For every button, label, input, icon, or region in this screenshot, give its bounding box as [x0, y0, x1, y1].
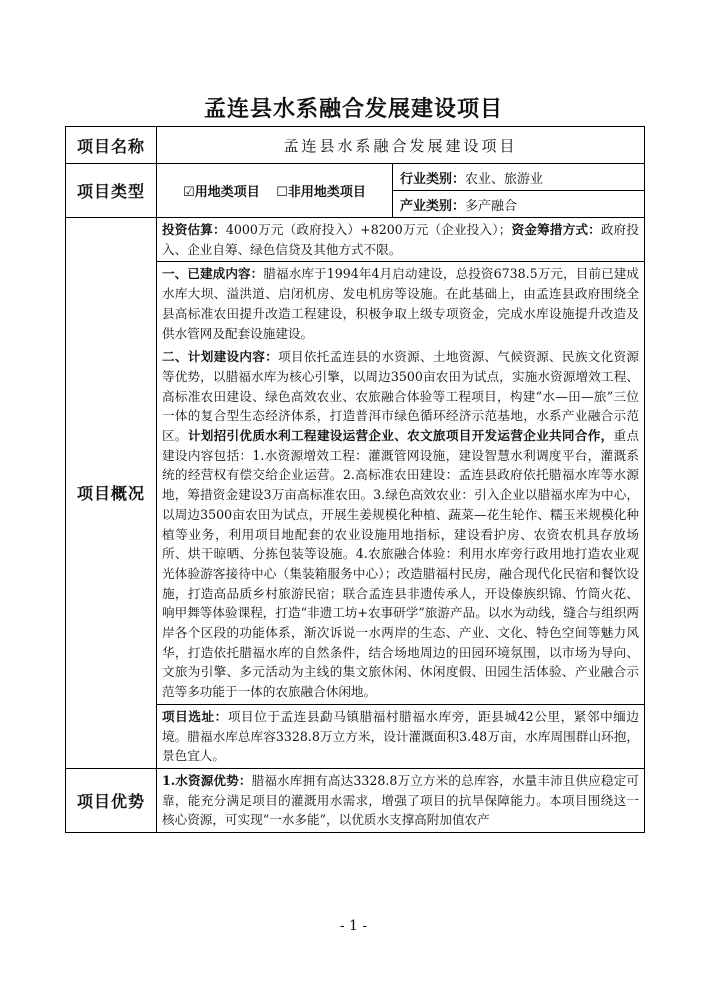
- plan-text-2: 重点建设内容包括：1.水资源增效工程：灌溉管网设施，建设智慧水利调度平台，灌溉系统的经营权有偿交给企业运营。2.高标准农田建设：孟连县政府依托腊福水库等水源地，筹措资金建设3万亩高标准农田。3.绿色高效农业：引入企业以腊福水库为中心，以周边3500亩农田为试点，开展生姜规模化种植、蔬菜—花生轮作、糯玉米规模化种植等业务，利用项目地配套的农业设施用地指标，建设看护房、农资农机具存放场所、烘干晾晒、分拣包装等设施。4.农旅融合体验：利用水库旁行政用地打造农业观光体验游客接待中心（集装箱服务中心）；改造腊福村民房，融合现代化民宿和餐饮设施，打造高品质乡村旅游民宿；联合孟连县非遗传承人，开设傣族织锦、竹筒火花、响甲舞等体验课程，打造“非遗工坊+农事研学”旅游产品。以水为动线，缝合与组织两岸各个区段的功能体系，渐次诉说一水两岸的生态、产业、文化、特色空间等魅力风华，打造依托腊福水库的自然条件，结合场地周边的田园环境氛围，以市场为导向、文旅为引擎、多元活动为主线的集文旅休闲、休闲度假、田园生活体验、产业融合示范等多功能于一体的农旅融合休闲地。: [162, 428, 640, 700]
- plan-bold: 计划招引优质水利工程建设运营企业、农文旅项目开发运营企业共同合作，: [187, 428, 614, 444]
- non-land-use-option: 非用地类项目: [287, 185, 366, 200]
- built-label: 一、已建成内容：: [162, 266, 264, 282]
- investment-label: 投资估算：: [162, 222, 226, 237]
- advantage-item-label: 1.水资源优势：: [162, 772, 252, 788]
- site-text: 项目位于孟连县勐马镇腊福村腊福水库旁，距县城42公里，紧邻中缅边境。腊福水库总库容3328.8万立方米，设计灌溉面积3.48万亩，水库周围群山环抱，景色宜人。: [162, 708, 640, 764]
- document-title: 孟连县水系融合发展建设项目: [203, 96, 503, 122]
- advantages-label: 项目优势: [66, 768, 157, 832]
- financing-text: 政府投入、企业自筹、绿色信贷及其他方式不限。: [162, 222, 640, 257]
- plan-label: 二、计划建设内容：: [162, 349, 279, 365]
- industry-label: 行业类别：: [400, 171, 466, 187]
- plan-text-1: 项目依托孟连县的水资源、土地资源、气候资源、民族文化资源等优势，以腊福水库为核心引擎，以周边3500亩农田为试点，实施水资源增效工程、高标准农田建设、绿色高效农业、农旅融合体验等工程项目，构建“水—田—旅”三位一体的复合型生态经济体系，打造普洱市绿色循环经济示范基地，水系产业融合示范区。: [162, 349, 640, 444]
- project-name-value: 孟连县水系融合发展建设项目: [157, 127, 645, 164]
- site-cell: [157, 704, 645, 768]
- page-number: - 1 -: [339, 918, 368, 934]
- project-type-options: [157, 164, 393, 218]
- sector-category: [393, 191, 645, 218]
- advantages-cell: [157, 768, 645, 832]
- site-label: 项目选址：: [162, 708, 228, 724]
- row-investment: [66, 218, 645, 262]
- project-type-label: 项目类型: [66, 164, 157, 218]
- row-project-name: [66, 127, 645, 164]
- sector-value: 多产融合: [465, 198, 518, 214]
- industry-value: 农业、旅游业: [465, 171, 544, 187]
- row-advantages: [66, 768, 645, 832]
- land-use-option: 用地类项目: [194, 185, 260, 200]
- investment-cell: [157, 218, 645, 262]
- sector-label: 产业类别：: [400, 198, 466, 214]
- project-name-label: 项目名称: [66, 127, 157, 164]
- built-cell: [157, 262, 645, 345]
- overview-label: 项目概况: [66, 218, 157, 769]
- financing-label: 资金筹措方式：: [511, 222, 601, 237]
- advantage-item-text: 腊福水库拥有高达3328.8万立方米的总库容，水量丰沛且供应稳定可靠，能充分满足项目的灌溉用水需求，增强了项目的抗旱保障能力。本项目围绕这一核心资源，可实现“一水多能”，以优质水支撑高附加值农产: [162, 772, 640, 828]
- non-land-use-checkbox: ☐: [276, 185, 288, 200]
- project-table: [65, 126, 645, 833]
- industry-category: [393, 164, 645, 191]
- plan-cell: [157, 345, 645, 704]
- investment-text: 4000万元（政府投入）+8200万元（企业投入）；: [225, 222, 512, 237]
- row-project-type: [66, 164, 645, 191]
- land-use-checkbox: ☑: [183, 185, 195, 200]
- built-text: 腊福水库于1994年4月启动建设，总投资6738.5万元，目前已建成水库大坝、溢洪道、启闭机房、发电机房等设施。在此基础上，由孟连县政府围绕全县高标准农田提升改造工程建设，积极争取上级专项资金，完成水库设施提升改造及供水管网及配套设施建设。: [162, 266, 640, 341]
